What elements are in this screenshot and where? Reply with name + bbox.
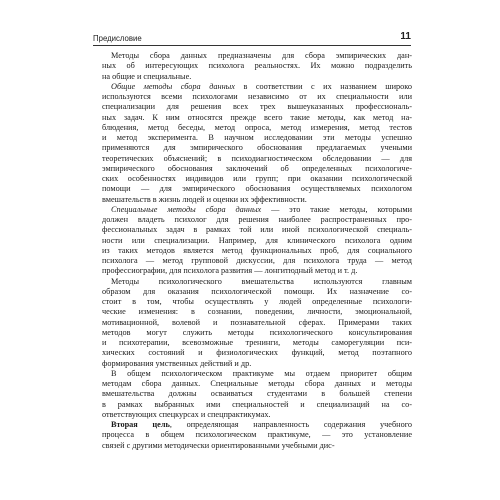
text-line bbox=[102, 328, 412, 338]
line-text: хических состояний и физиологических функций, метод поэтапного bbox=[102, 348, 412, 358]
running-header bbox=[93, 30, 411, 46]
line-text: помощи — для эмпирического обоснования осуществляемых психологом bbox=[102, 184, 412, 194]
text-line bbox=[102, 102, 412, 112]
text-line bbox=[102, 430, 412, 440]
text-line bbox=[102, 143, 412, 153]
text-line bbox=[102, 123, 412, 133]
line-text: стоит в том, чтобы осуществлять у людей определенные психологи- bbox=[102, 297, 412, 306]
line-text: В общем психологическом практикуме мы отдаем приоритет общим bbox=[111, 368, 412, 378]
text-line bbox=[102, 246, 412, 256]
header-rule bbox=[93, 45, 411, 46]
line-text: специализации для решения всех трех вышеуказанных профессиональ- bbox=[102, 102, 412, 112]
line-text: Методы сбора данных предназначены для сбора эмпирических дан- bbox=[111, 51, 412, 60]
line-text: , определяющая направленность содержания учебного bbox=[169, 420, 413, 429]
text-line bbox=[102, 113, 412, 123]
text-line bbox=[102, 400, 412, 410]
text-line bbox=[102, 277, 412, 287]
italic-term: Специальные методы сбора данных bbox=[111, 204, 262, 214]
line-text: и психотерапии, всевозможные тренинги, методы саморегуляции пси- bbox=[102, 338, 412, 347]
text-line bbox=[102, 348, 412, 358]
text-line bbox=[102, 225, 412, 235]
text-line bbox=[102, 164, 412, 174]
text-line bbox=[102, 410, 412, 420]
text-line bbox=[102, 184, 412, 194]
line-text: должен владеть психолог для решения наиболее распространенных про- bbox=[102, 215, 412, 224]
text-line bbox=[102, 51, 412, 61]
line-text: вмешательств в жизнь людей и оценки их эффективности. bbox=[102, 194, 307, 204]
line-text: ских особенностях индивидов или групп; при оказании психологической bbox=[102, 174, 412, 183]
paragraph bbox=[102, 369, 412, 420]
line-text: связей с другими методически ориентированными учебными дис- bbox=[102, 440, 335, 450]
line-text: формирования умственных действий и др. bbox=[102, 358, 252, 368]
line-text: ных задач. К ним относятся прежде всего такие методы, как метод на- bbox=[102, 112, 412, 122]
line-text: в рамках выбранных ими специальностей и специализаций на со- bbox=[102, 399, 412, 409]
text-line bbox=[102, 205, 412, 215]
line-text: в соответствии с их названием широко bbox=[234, 81, 412, 91]
text-line bbox=[102, 133, 412, 143]
paragraph bbox=[102, 277, 412, 369]
text-line bbox=[102, 338, 412, 348]
line-text: эмпирического обоснования заключений об определенных психологиче- bbox=[102, 163, 412, 173]
text-line bbox=[102, 61, 412, 71]
body-text bbox=[102, 51, 412, 451]
text-line bbox=[102, 82, 412, 92]
page-number: 11 bbox=[400, 31, 411, 42]
text-line bbox=[102, 154, 412, 164]
line-text: используются всеми психологами независимо от их специальности или bbox=[102, 92, 412, 101]
text-line bbox=[102, 297, 412, 307]
text-line bbox=[102, 369, 412, 379]
line-text: на общие и специальные. bbox=[102, 71, 192, 81]
text-line bbox=[102, 441, 412, 451]
line-text: методов могут служить методы психологического консультирования bbox=[102, 327, 412, 337]
text-line bbox=[102, 174, 412, 184]
line-text: блюдения, метод беседы, метод опроса, метод измерения, метод тестов bbox=[102, 122, 412, 132]
line-text: методам сбора данных. Специальные методы сбора данных и методы bbox=[102, 379, 412, 388]
paragraph bbox=[102, 420, 412, 451]
line-text: Методы психологического вмешательства используются главным bbox=[111, 276, 412, 286]
line-text: образом для оказания психологической помощи. Их назначение со- bbox=[102, 286, 412, 296]
text-line bbox=[102, 236, 412, 246]
italic-term: Общие методы сбора данных bbox=[111, 81, 235, 91]
text-line bbox=[102, 379, 412, 389]
line-text: ности или специализации. Например, для клинического психолога одним bbox=[102, 235, 412, 245]
text-line bbox=[102, 92, 412, 102]
line-text: вмешательства должны осваиваться студентами в большей степени bbox=[102, 389, 412, 399]
text-line bbox=[102, 72, 412, 82]
text-line bbox=[102, 420, 412, 430]
section-title: Предисловие bbox=[93, 34, 142, 43]
paragraph bbox=[102, 51, 412, 82]
line-text: теоретических объяснений; в психодиагностическом обследовании — для bbox=[102, 153, 412, 163]
text-line bbox=[102, 287, 412, 297]
line-text: профессиографии, для психолога развития — лонгитюдный метод и т. д. bbox=[102, 266, 358, 276]
line-text: — это такие методы, которыми bbox=[261, 204, 412, 214]
line-text: фессиональных задач в рамках той или иной психологической специаль- bbox=[102, 225, 412, 235]
paragraph bbox=[102, 82, 412, 205]
line-text: и метод эксперимента. В научном исследовании эти методы успешно bbox=[102, 133, 412, 142]
paragraph bbox=[102, 205, 412, 277]
text-line bbox=[102, 256, 412, 266]
line-text: процесса в общем психологическом практикуме, — это установление bbox=[102, 430, 412, 440]
line-text: мотивационной, волевой и познавательной сферах. Примерами таких bbox=[102, 317, 412, 327]
text-line bbox=[102, 318, 412, 328]
line-text: ответствующих спецкурсах и спецпрактикумах. bbox=[102, 409, 271, 419]
line-text: психолога — метод групповой дискуссии, для психолога труда — метод bbox=[102, 256, 412, 265]
line-text: из таких методов является метод функциональных проб, для социального bbox=[102, 245, 412, 255]
text-line bbox=[102, 307, 412, 317]
text-line bbox=[102, 195, 412, 205]
line-text: ческие изменения: в сознании, поведении, личности, эмоциональной, bbox=[102, 307, 412, 317]
line-text: применяются для эмпирического обоснования предлагаемых учеными bbox=[102, 143, 412, 153]
text-line bbox=[102, 266, 412, 276]
text-line bbox=[102, 359, 412, 369]
line-text: ных об интересующих психолога реальностях. Их можно подразделить bbox=[102, 61, 412, 71]
text-line bbox=[102, 389, 412, 399]
text-line bbox=[102, 215, 412, 225]
bold-term: Вторая цель bbox=[111, 420, 170, 429]
